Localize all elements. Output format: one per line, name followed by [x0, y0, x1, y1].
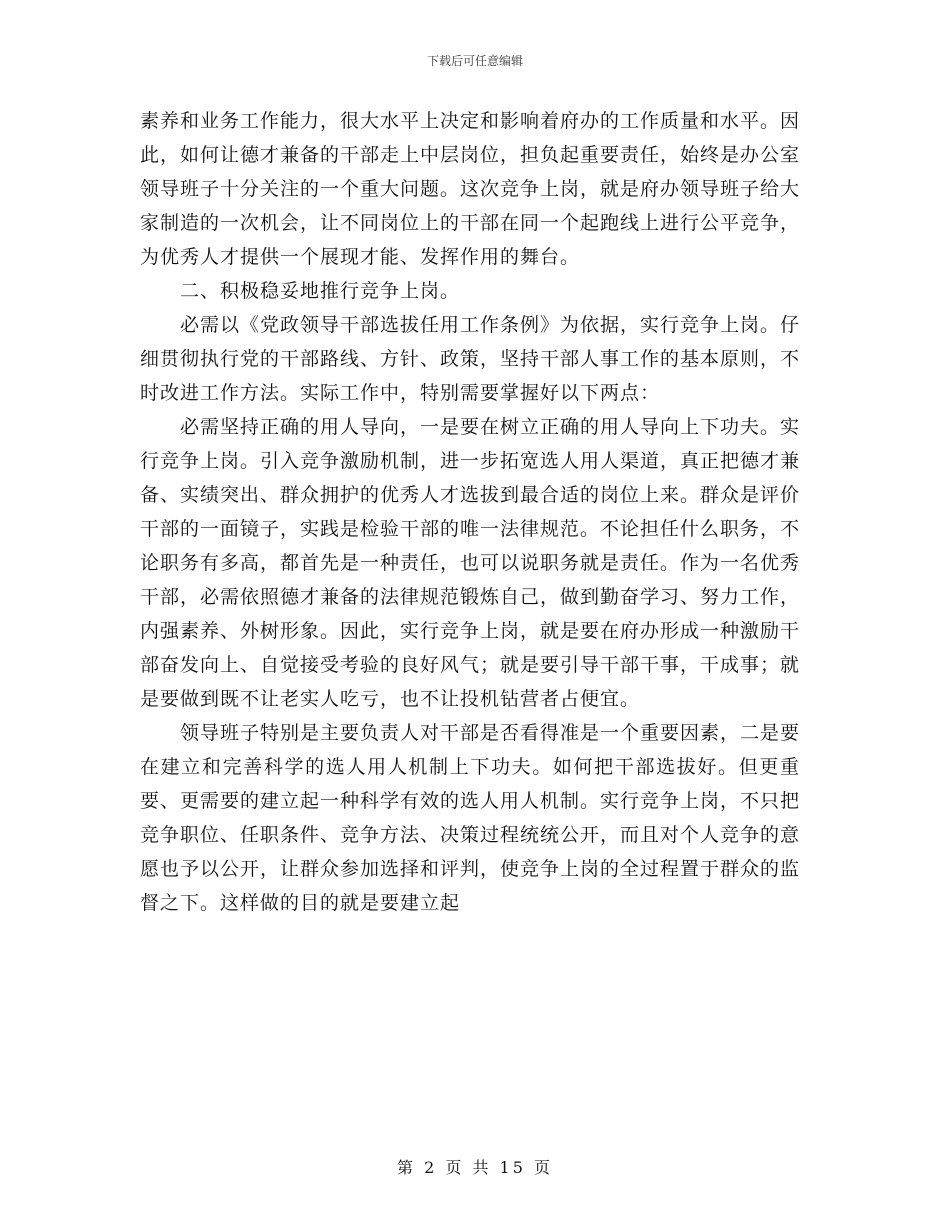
- section-heading: 二、积极稳妥地推行竞争上岗。: [180, 280, 461, 302]
- paragraph-5: 领导班子特别是主要负责人对干部是否看得准是一个重要因素，二是要在建立和完善科学的选人用人机制上下功夫。如何把干部选拔好。但更重要、更需要的建立起一种科学有效的选人用人机制。实行竞争上岗，不只把竞争职位、任职条件、竞争方法、决策过程统统公开，而且对个人竞争的意愿也予以公开，让群众参加选择和评判，使竞争上岗的全过程置于群众的监督之下。这样做的目的就是要建立起: [140, 722, 801, 914]
- page-header: 下载后可任意编辑: [426, 54, 523, 68]
- page-number-footer: 第 2 页 共 15 页: [397, 1158, 553, 1177]
- paragraph-1: 素养和业务工作能力，很大水平上决定和影响着府办的工作质量和水平。因此，如何让德才兼备的干部走上中层岗位，担负起重要责任，始终是办公室领导班子十分关注的一个重大问题。这次竞争上岗，就是府办领导班子给大家制造的一次机会，让不同岗位上的干部在同一个起跑线上进行公平竞争，为优秀人才提供一个展现才能、发挥作用的舞台。: [140, 110, 801, 268]
- paragraph-3: 必需以《党政领导干部选拔任用工作条例》为依据，实行竞争上岗。仔细贯彻执行党的干部路线、方针、政策，坚持干部人事工作的基本原则，不时改进工作方法。实际工作中，特别需要掌握好以下两点：: [140, 314, 801, 404]
- document-body: [140, 104, 800, 920]
- paragraph-4: 必需坚持正确的用人导向，一是要在树立正确的用人导向上下功夫。实行竞争上岗。引入竞争激励机制，进一步拓宽选人用人渠道，真正把德才兼备、实绩突出、群众拥护的优秀人才选拔到最合适的岗位上来。群众是评价干部的一面镜子，实践是检验干部的唯一法律规范。不论担任什么职务，不论职务有多高，都首先是一种责任，也可以说职务就是责任。作为一名优秀干部，必需依照德才兼备的法律规范锻炼自己，做到勤奋学习、努力工作，内强素养、外树形象。因此，实行竞争上岗，就是要在府办形成一种激励干部奋发向上、自觉接受考验的良好风气；就是要引导干部干事，干成事；就是要做到既不让老实人吃亏，也不让投机钻营者占便宜。: [140, 416, 801, 710]
